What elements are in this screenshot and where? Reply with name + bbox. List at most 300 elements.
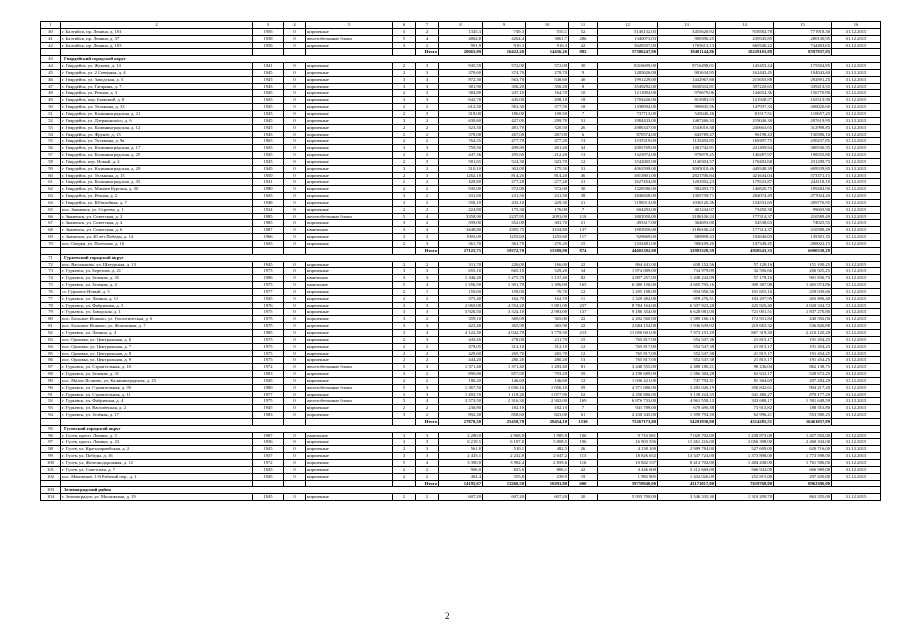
table-cell: 230,80 (439, 405, 483, 412)
table-cell: 31.12.2015 (832, 83, 881, 90)
table-cell: 31.12.2015 (832, 28, 881, 35)
total-cell: 20454,10 (526, 418, 569, 425)
table-cell: 892,30 (439, 412, 483, 419)
table-cell: кирпичные (306, 323, 393, 330)
table-cell: 0 (284, 336, 306, 343)
table-cell: кирпичные (306, 104, 393, 111)
table-cell: 4 350 886,00 (598, 391, 658, 398)
table-cell: 2 230 345,00 (598, 412, 658, 419)
table-cell: 331,60 (439, 193, 483, 200)
table-cell: 31.12.2015 (832, 275, 881, 282)
table-cell: 1365739,71 (658, 193, 716, 200)
section-row (41, 254, 881, 261)
table-cell: кирпичные (306, 473, 393, 480)
table-cell: 0 (284, 97, 306, 104)
table-cell: 4063599,00 (598, 165, 658, 172)
table-cell: 130586,10 (774, 131, 832, 138)
table-cell: 31.12.2015 (832, 268, 881, 275)
table-cell: 4 446 600 (598, 466, 658, 473)
table-row (41, 193, 881, 200)
table-cell: 146,60 (483, 377, 526, 384)
table-cell: 54538,63 (716, 220, 774, 227)
table-cell: 21 (569, 220, 598, 227)
table-cell: г. Гвардейск, ул. Калининградская, д. 12 (61, 124, 253, 131)
table-cell: 0 (284, 42, 306, 49)
table-cell: 384,80 (439, 90, 483, 97)
table-cell: 277024,20 (774, 193, 832, 200)
table-cell: 182,10 (526, 405, 569, 412)
table-cell: 447,36 (439, 152, 483, 159)
empty-cell (253, 247, 284, 254)
total-cell: 19372,70 (483, 247, 526, 254)
empty-cell (284, 247, 306, 254)
table-cell: кирпичные (306, 63, 393, 70)
table-cell: кирпичные (306, 288, 393, 295)
table-cell: 3 (416, 323, 439, 330)
table-cell: кирпичные (306, 446, 393, 453)
table-cell: 230663,65 (716, 124, 774, 131)
table-cell: 573371,15 (774, 172, 832, 179)
table-cell: 1285626,08 (598, 69, 658, 76)
table-cell: 38 (569, 193, 598, 200)
table-cell: 170402,68 (716, 158, 774, 165)
table-cell: 26 (569, 446, 598, 453)
table-cell: 1135492,85 (658, 138, 716, 145)
table-cell: 1 283,40 (526, 364, 569, 371)
table-cell: 765 817,00 (598, 350, 658, 357)
table-cell: 4 (416, 35, 439, 42)
table-cell: 1 484 438,00 (716, 460, 774, 467)
table-cell: 523,30 (439, 124, 483, 131)
table-cell: 46 (569, 172, 598, 179)
table-cell: 793,20 (526, 371, 569, 378)
table-cell: 553 580,25 (774, 412, 832, 419)
table-cell: 1 (416, 288, 439, 295)
table-cell: 510,10 (439, 165, 483, 172)
column-number: 16 (832, 22, 881, 29)
column-number: 8 (439, 22, 483, 29)
table-cell: 31.12.2015 (832, 220, 881, 227)
table-row (41, 453, 881, 460)
table-cell: 0 (284, 384, 306, 391)
table-cell: 1972 (253, 364, 284, 371)
table-cell: 31.12.2015 (832, 104, 881, 111)
column-number: 15 (774, 22, 832, 29)
table-cell: 747 792,31 (658, 377, 716, 384)
table-cell: 52 (41, 117, 61, 124)
table-row (41, 398, 881, 405)
table-cell: 121928,57 (716, 97, 774, 104)
table-cell: 31.12.2015 (832, 234, 881, 241)
table-cell: 0 (284, 398, 306, 405)
table-cell: 194043,60 (774, 69, 832, 76)
table-cell: 814,20 (526, 172, 569, 179)
table-cell: 31.12.2015 (832, 241, 881, 248)
total-cell: 7618768,00 (716, 480, 774, 487)
table-cell: 31.12.2015 (832, 384, 881, 391)
table-cell: 64 (41, 199, 61, 206)
table-cell: 50 (41, 104, 61, 111)
table-row (41, 220, 881, 227)
table-row (41, 42, 881, 49)
table-cell: панельные (306, 432, 393, 439)
table-cell: 1965 (253, 138, 284, 145)
document-sheet (40, 21, 880, 501)
table-cell: 267,00 (483, 131, 526, 138)
table-cell: 73450,38 (716, 206, 774, 213)
table-cell: 3 139 224,35 (658, 391, 716, 398)
table-cell: 2 (393, 104, 416, 111)
table-cell: 312998,85 (774, 124, 832, 131)
table-cell: 401244,07 (658, 206, 716, 213)
table-cell: 231,50 (483, 193, 526, 200)
total-cell (832, 418, 881, 425)
table-cell: 0 (284, 357, 306, 364)
table-cell: 2 (393, 494, 416, 501)
table-cell: 72 (41, 261, 61, 268)
table-cell: 3 779,50 (526, 329, 569, 336)
table-cell: 1945 (253, 124, 284, 131)
table-cell: 12 (569, 288, 598, 295)
table-cell: 2 (416, 371, 439, 378)
table-cell: 444,20 (439, 357, 483, 364)
table-cell: 771918,30 (774, 28, 832, 35)
table-cell: 297 430,00 (774, 473, 832, 480)
table-cell: 106 (569, 432, 598, 439)
column-number: 12 (598, 22, 658, 29)
table-cell: 5 (393, 35, 416, 42)
table-cell: 1467266,33 (658, 117, 716, 124)
table-cell: 721 001,51 (716, 309, 774, 316)
table-cell: пос. Большое Исаково, ул. Геологическая, д. 6 (61, 316, 253, 323)
table-cell: 669340,22 (716, 42, 774, 49)
table-cell: 230257,85 (774, 138, 832, 145)
table-cell: 1328586,00 (598, 186, 658, 193)
table-cell: 0 (284, 35, 306, 42)
table-cell: пос. Малое Исаково, ул. Калининградская, д. 25 (61, 377, 253, 384)
table-cell: 397220,65 (716, 83, 774, 90)
table-cell: г. Гвардейск, ул. Дзержинского, д. 6 (61, 117, 253, 124)
table-cell: железобетонные блоки (306, 213, 393, 220)
table-cell: г. Гвардейск, ул. Калининградская, д. 35 (61, 179, 253, 186)
table-cell: 144654,36 (716, 90, 774, 97)
table-cell: 536 826,80 (774, 323, 832, 330)
table-cell: 3 448 555,00 (598, 364, 658, 371)
table-cell: 48 (41, 90, 61, 97)
table-cell: 31.12.2015 (832, 405, 881, 412)
table-cell: кирпичные (306, 28, 393, 35)
table-cell: 11 261 216,00 (658, 439, 716, 446)
table-cell: железобетонные блоки (306, 398, 393, 405)
table-cell: 604293,00 (598, 206, 658, 213)
table-row (41, 302, 881, 309)
table-cell: 31.12.2015 (832, 227, 881, 234)
table-cell: 31.12.2015 (832, 199, 881, 206)
table-cell: 1903,00 (439, 234, 483, 241)
table-cell: 231299,75 (774, 158, 832, 165)
table-cell: 1 371,40 (439, 364, 483, 371)
table-cell: 945,00 (439, 186, 483, 193)
table-cell: 3 282 026,19 (658, 384, 716, 391)
table-cell: 9716498,01 (658, 63, 716, 70)
table-cell: 2 316,30 (483, 398, 526, 405)
table-cell: г. Гусев, ул. Железнодорожная, д. 12 (61, 460, 253, 467)
table-cell: г. Гусев, ул. Победы, д. 16 (61, 453, 253, 460)
table-cell: 177314,37 (716, 227, 774, 234)
table-cell: кирпичные (306, 220, 393, 227)
empty-cell (41, 418, 61, 425)
table-cell: 312,10 (526, 343, 569, 350)
table-cell: 52 (569, 28, 598, 35)
table-cell: 1198513,00 (598, 199, 658, 206)
table-cell: 2 (393, 350, 416, 357)
table-row (41, 494, 881, 501)
table-cell: г. Знаменск, ул. Советская, д. 6 (61, 227, 253, 234)
table-cell: 3 (393, 316, 416, 323)
table-cell: 31.12.2015 (832, 110, 881, 117)
table-cell: 374,70 (483, 69, 526, 76)
table-cell: 1 493,70 (439, 391, 483, 398)
total-label: Итого (416, 418, 439, 425)
table-cell: 1 589 166,16 (658, 316, 716, 323)
table-cell: 73 915,82 (716, 405, 774, 412)
table-cell: 137 (569, 309, 598, 316)
table-cell: 82 (41, 329, 61, 336)
table-cell: 265 896,40 (774, 295, 832, 302)
table-cell: 0 (284, 83, 306, 90)
table-row (41, 268, 881, 275)
table-cell: 555,1 (526, 28, 569, 35)
table-cell: 6 628 081,00 (658, 309, 716, 316)
total-row (41, 418, 881, 425)
table-row (41, 405, 881, 412)
table-cell: 2 (416, 316, 439, 323)
table-cell: 2 684 154,00 (598, 323, 658, 330)
total-row (41, 49, 881, 56)
table-cell: г. Балтийск, пр. Ленина, д. 103 (61, 42, 253, 49)
table-cell: 0 (284, 179, 306, 186)
table-cell: 45 (41, 69, 61, 76)
table-row (41, 227, 881, 234)
table-cell: 94 (41, 412, 61, 419)
table-cell: 61 (569, 412, 598, 419)
table-cell: 6 (569, 131, 598, 138)
table-cell: 2 983,00 (526, 309, 569, 316)
table-cell: 3 (393, 234, 416, 241)
table-cell: 2 (393, 241, 416, 248)
table-cell: 299,70 (526, 117, 569, 124)
total-cell: 57306247,00 (598, 49, 658, 56)
table-cell: 0 (284, 241, 306, 248)
table-cell: 3 920,50 (439, 309, 483, 316)
table-cell: 1945 (253, 377, 284, 384)
table-cell: 110 (569, 213, 598, 220)
table-cell: 561,8 (439, 446, 483, 453)
empty-cell (41, 480, 61, 487)
table-cell: 970679,06 (658, 90, 716, 97)
table-cell: 3005010,46 (658, 165, 716, 172)
table-cell: 979079,25 (658, 152, 716, 159)
table-cell: 903634,95 (658, 69, 716, 76)
table-cell: 421644,04 (716, 172, 774, 179)
table-cell: 2 (393, 261, 416, 268)
table-row (41, 439, 881, 446)
table-cell: 2 (416, 165, 439, 172)
table-cell: 339213,55 (774, 83, 832, 90)
table-cell: 13 (569, 152, 598, 159)
table-cell: 3 (393, 323, 416, 330)
table-cell: 191 454,25 (774, 336, 832, 343)
table-cell: 3 (393, 391, 416, 398)
table-cell: г. Знаменск, ул. Советская, д. 2 (61, 213, 253, 220)
table-cell: 1535519,00 (598, 138, 658, 145)
table-cell: 2 (416, 494, 439, 501)
table-cell: 309 387,98 (716, 282, 774, 289)
table-cell: кирпичные (306, 460, 393, 467)
table-cell: 1140304,57 (658, 158, 716, 165)
table-cell: 31.12.2015 (832, 432, 881, 439)
table-cell: 1945 (253, 158, 284, 165)
table-cell: 0 (284, 268, 306, 275)
section-title: Зеленоградский район (61, 487, 881, 494)
column-number: 10 (526, 22, 569, 29)
table-cell: 2395,75 (483, 227, 526, 234)
table-cell: 3815801,00 (598, 172, 658, 179)
table-cell: 1950 (253, 172, 284, 179)
total-cell: 13260,50 (483, 480, 526, 487)
table-row (41, 90, 881, 97)
table-cell: 863 355,00 (774, 494, 832, 501)
table-cell: 57 178,16 (716, 275, 774, 282)
table-cell: 1972 (253, 460, 284, 467)
table-cell: 239,9 (526, 473, 569, 480)
table-cell: 890,80 (439, 371, 483, 378)
table-cell: 239545,85 (716, 35, 774, 42)
table-cell: 1 448 242,09 (658, 275, 716, 282)
table-cell: ст. Гурьевск-Новый, д. 5 (61, 288, 253, 295)
table-cell: кирпичные (306, 165, 393, 172)
table-cell: 607,20 (526, 494, 569, 501)
table-cell: 9 (569, 69, 598, 76)
table-row (41, 466, 881, 473)
table-cell: 265,70 (526, 350, 569, 357)
table-cell: 31.12.2015 (832, 357, 881, 364)
table-row (41, 460, 881, 467)
table-cell: 2 (393, 90, 416, 97)
table-cell: 46 (41, 76, 61, 83)
table-cell: 870 177,20 (774, 391, 832, 398)
table-cell: 2 488 180,21 (658, 364, 716, 371)
table-cell: 175504,85 (774, 63, 832, 70)
table-cell: 1945 (253, 494, 284, 501)
table-cell: 31.12.2015 (832, 371, 881, 378)
table-cell: 59 (41, 165, 61, 172)
table-cell: 3 (393, 275, 416, 282)
table-cell: 63 (41, 193, 61, 200)
table-cell: 22 (569, 323, 598, 330)
table-cell: 70 (41, 241, 61, 248)
table-row (41, 69, 881, 76)
table-cell: 188 353,80 (774, 405, 832, 412)
table-cell: 2 (416, 357, 439, 364)
table-cell: г. Гурьевск, ул. Василёвская, д. 2 (61, 405, 253, 412)
table-row (41, 35, 881, 42)
table-cell: 3 (393, 117, 416, 124)
table-cell: 1846828,00 (598, 193, 658, 200)
table-cell: 381,90 (439, 83, 483, 90)
table-row (41, 336, 881, 343)
table-cell: 1345,3 (439, 28, 483, 35)
table-cell: кирпичные (306, 494, 393, 501)
table-row (41, 83, 881, 90)
table-cell: 31.12.2015 (832, 309, 881, 316)
table-cell: 401,40 (526, 145, 569, 152)
table-row (41, 186, 881, 193)
table-cell: 3861,7 (526, 35, 569, 42)
table-cell: 858,60 (483, 412, 526, 419)
table-cell: 2086347,00 (598, 124, 658, 131)
table-cell: 609539,85 (774, 165, 832, 172)
table-cell: 552 547,38 (658, 350, 716, 357)
table-cell: кирпичные (306, 172, 393, 179)
table-cell: пос. Орловка, ул. Центральная, д. 7 (61, 343, 253, 350)
table-cell: 31.12.2015 (832, 364, 881, 371)
table-cell: 3 (416, 63, 439, 70)
table-cell: 361,70 (439, 241, 483, 248)
table-cell: г. Гурьевск, ул. Строительная, д. 39 (61, 384, 253, 391)
table-cell: 244118,10 (774, 179, 832, 186)
table-cell: 31.12.2015 (832, 138, 881, 145)
table-cell: 31.12.2015 (832, 412, 881, 419)
table-cell: 910,3 (526, 42, 569, 49)
table-cell: кирпичные (306, 42, 393, 49)
table-cell: 2 232,8 (483, 453, 526, 460)
table-cell: 4 961 558,13 (658, 398, 716, 405)
table-cell: 78 (41, 302, 61, 309)
table-cell: 2 (393, 473, 416, 480)
table-cell: 2 (416, 193, 439, 200)
table-cell: 1934 (253, 206, 284, 213)
table-cell: 81 364,69 (716, 377, 774, 384)
table-cell: 30 (569, 63, 598, 70)
table-cell: 572,00 (526, 186, 569, 193)
table-cell: 607,20 (439, 494, 483, 501)
table-cell: 3 390,8 (439, 460, 483, 467)
table-cell: 566 942,00 (716, 466, 774, 473)
table-cell: 2 (416, 261, 439, 268)
table-cell: 3 (416, 83, 439, 90)
table-cell: 101 655,10 (716, 288, 774, 295)
table-cell: 0 (284, 110, 306, 117)
table-cell: 1975 (253, 357, 284, 364)
table-cell: 1 396,00 (526, 282, 569, 289)
column-number: 9 (483, 22, 526, 29)
table-cell: 6 337 823,28 (658, 302, 716, 309)
table-cell: 3 (393, 439, 416, 446)
table-cell: 2 (393, 63, 416, 70)
table-cell: 69 (41, 234, 61, 241)
table-cell: 62 996,21 (716, 412, 774, 419)
empty-cell (393, 418, 416, 425)
table-cell: 765 817,00 (598, 357, 658, 364)
table-cell: 21 (569, 179, 598, 186)
table-cell: 3 (416, 145, 439, 152)
table-cell: 177314,37 (716, 213, 774, 220)
table-cell: 31.12.2015 (832, 172, 881, 179)
table-cell: 175,50 (526, 165, 569, 172)
table-cell: 18 (569, 104, 598, 111)
table-cell: 139301,35 (774, 234, 832, 241)
